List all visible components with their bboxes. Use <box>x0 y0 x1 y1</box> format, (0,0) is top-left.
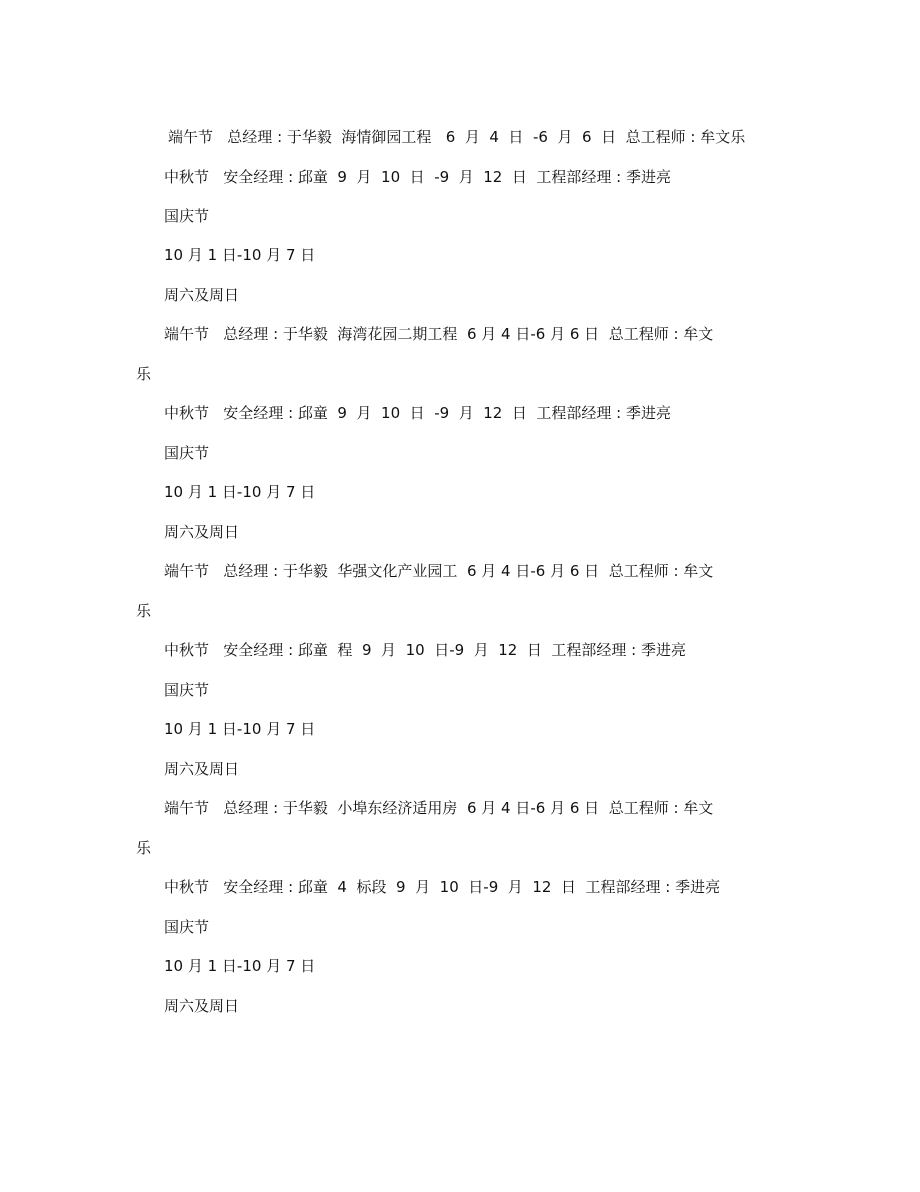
text-line: 10 月 1 日-10 月 7 日 <box>164 720 316 738</box>
text-line: 10 月 1 日-10 月 7 日 <box>164 483 316 501</box>
text-line: 中秋节 安全经理 : 邱童 程 9 月 10 日-9 月 12 日 工程部经理 : 季进亮 <box>164 641 686 659</box>
text-line: 端午节 总经理 : 于华毅 海湾花园二期工程 6 月 4 日-6 月 6 日 总工程师 : 牟文 <box>164 325 714 343</box>
text-line: 国庆节 <box>164 207 210 225</box>
text-line: 10 月 1 日-10 月 7 日 <box>164 957 316 975</box>
text-line: 中秋节 安全经理 : 邱童 9 月 10 日 -9 月 12 日 工程部经理 : 季进亮 <box>164 168 671 186</box>
text-line: 国庆节 <box>164 681 210 699</box>
text-line: 周六及周日 <box>164 997 240 1015</box>
text-line: 周六及周日 <box>164 523 240 541</box>
text-line: 乐 <box>136 365 152 383</box>
text-line: 周六及周日 <box>164 286 240 304</box>
text-line: 乐 <box>136 602 152 620</box>
text-line: 国庆节 <box>164 444 210 462</box>
text-line: 周六及周日 <box>164 760 240 778</box>
text-line: 10 月 1 日-10 月 7 日 <box>164 246 316 264</box>
text-line: 端午节 总经理 : 于华毅 华强文化产业园工 6 月 4 日-6 月 6 日 总工程师 : 牟文 <box>164 562 714 580</box>
text-line: 国庆节 <box>164 918 210 936</box>
text-line: 乐 <box>136 839 152 857</box>
text-line: 端午节 总经理 : 于华毅 小埠东经济适用房 6 月 4 日-6 月 6 日 总工程师 : 牟文 <box>164 799 714 817</box>
text-line: 端午节 总经理 : 于华毅 海情御园工程 6 月 4 日 -6 月 6 日 总工程师 : 牟文乐 <box>168 128 746 146</box>
text-line: 中秋节 安全经理 : 邱童 9 月 10 日 -9 月 12 日 工程部经理 : 季进亮 <box>164 404 671 422</box>
text-line: 中秋节 安全经理 : 邱童 4 标段 9 月 10 日-9 月 12 日 工程部经理 : 季进亮 <box>164 878 721 896</box>
